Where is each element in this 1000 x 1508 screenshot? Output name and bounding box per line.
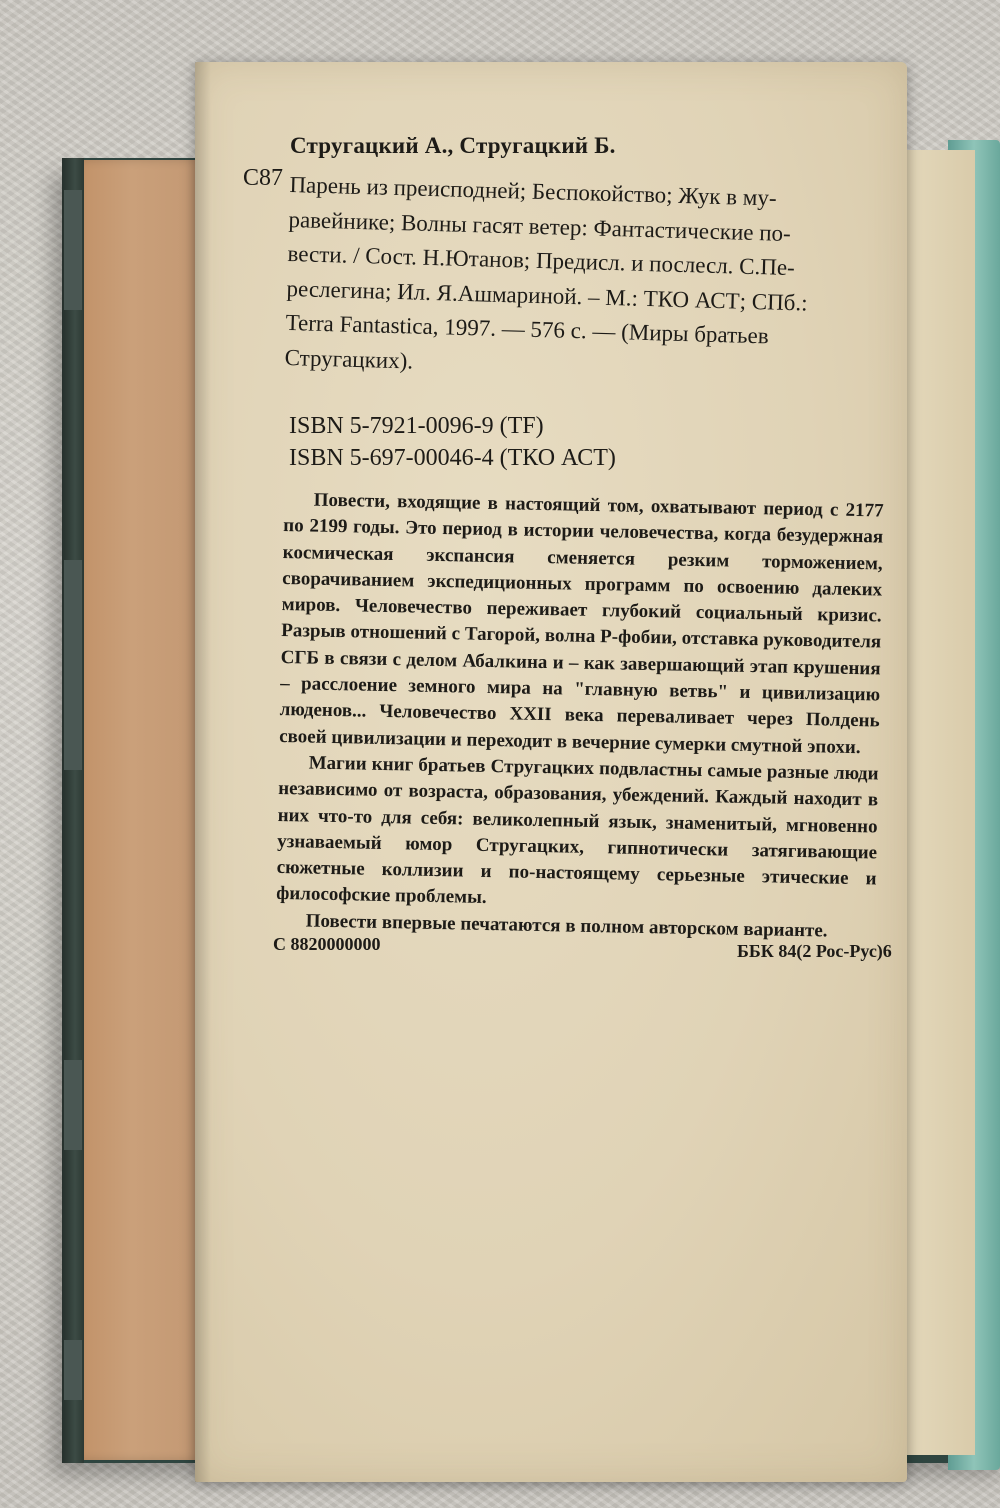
annotation-paragraph: Магии книг братьев Стругацких подвластны самые разные люди независимо от возраста, образования, убеждений. Каждый находит в них что-то для себя: великолепный язык, знаменитый, мгновенно узнаваемый юмор Стругацких, гипнотически затягивающие сюжетные коллизии и по-настоящему серьезные этические и философские проблемы. [275,752,879,909]
annotation-paragraph: Повести впервые печатаются в полном авторском варианте. [305,910,828,942]
book-spine [62,158,84,1463]
isbn-tko-ast: ISBN 5-697-00046-4 (ТКО АСТ) [289,445,616,471]
annotation-paragraph: Повести, входящие в настоящий том, охватывают период с 2177 по 2199 годы. Это период в истории человечества, когда безудержная космическая экспансия сменяется резким торможением, сворачиванием экспедиционных программ по освоению далеких миров. Человечество переживает глубокий социальный кризис. Разрыв отношений с Тагорой, волна Р-фобии, отставка руководителя СГБ в связи с делом Абалкина и – как завершающий этап крушения – расслоение земного мира на "главную ветвь" и цивилизацию люденов... Человечество XXII века переваливает через Полдень своей цивилизации и переходит в вечерние сумерки смутной эпохи. [279,489,884,758]
biblio-line: Стругацких). [284,344,414,374]
biblio-line: реслегина; Ил. Я.Ашмариной. – М.: ТКО АСТ; СПб.: [286,275,808,316]
biblio-line: равейнике; Волны гасят ветер: Фантастические по- [288,206,792,246]
spine-band [64,1060,82,1150]
spine-band [64,1340,82,1400]
author-heading: Стругацкий А., Стругацкий Б. [290,133,616,158]
inner-cover-board [84,160,202,1460]
catalog-code: С87 [243,165,284,191]
spine-band [64,560,82,770]
publisher-code: С 8820000000 [273,934,381,954]
isbn-tf: ISBN 5-7921-0096-9 (TF) [289,413,544,439]
page-fold-shadow [195,62,211,1482]
biblio-line: Парень из преисподней; Беспокойство; Жук в му- [289,171,777,211]
annotation [275,487,883,945]
biblio-line: Terra Fantastica, 1997. — 576 с. — (Миры братьев [285,309,770,349]
bibliographic-description [284,168,811,389]
bbk-classification: ББК 84(2 Рос-Рус)6 [737,941,892,961]
biblio-line: вести. / Сост. Н.Ютанов; Предисл. и послесл. С.Пе- [287,240,796,281]
spine-band [64,190,82,310]
